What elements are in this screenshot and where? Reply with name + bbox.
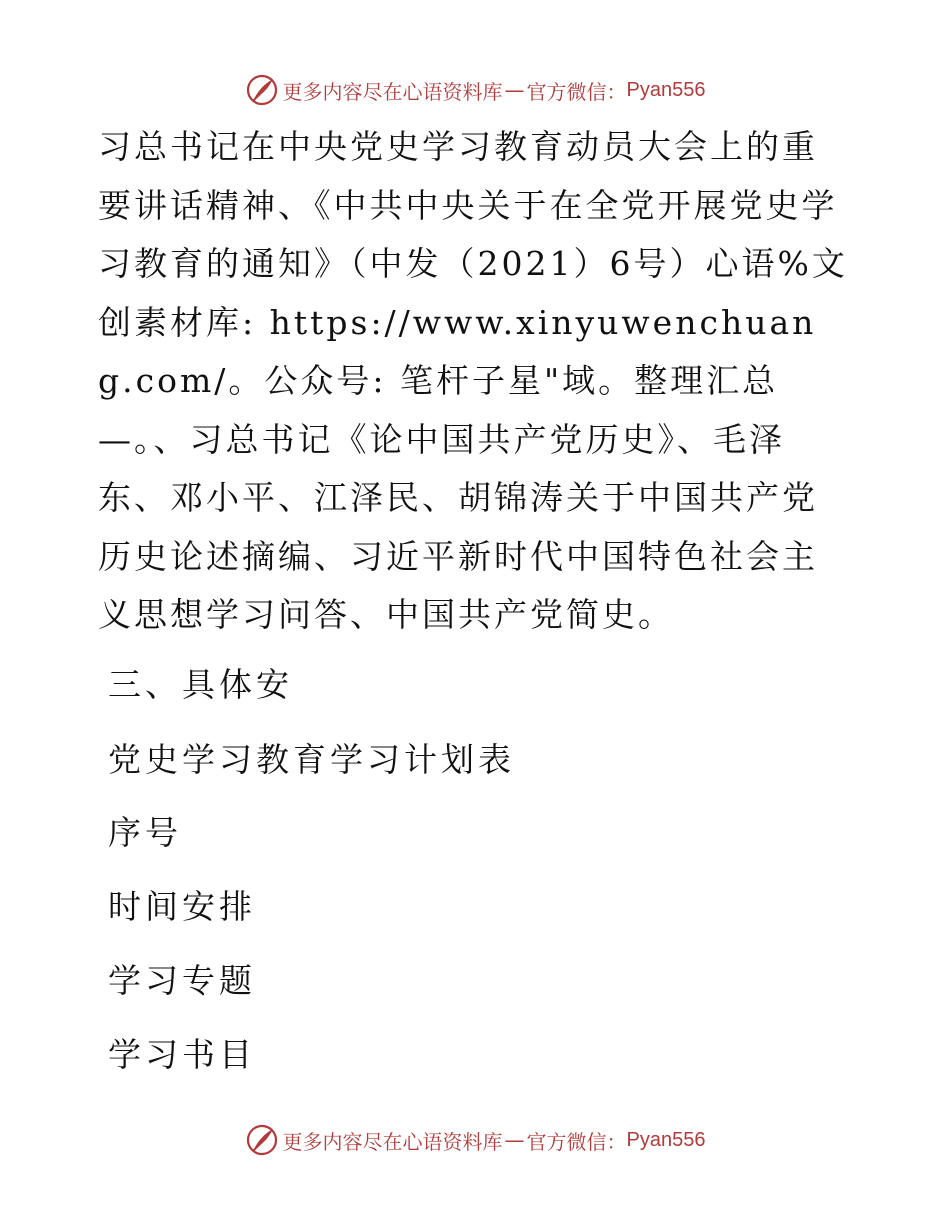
column-label-books: 学习书目 (108, 1035, 256, 1074)
watermark-dash: — (504, 78, 525, 102)
watermark-wechat-label: 官方微信： (526, 79, 627, 104)
quill-logo-icon (245, 73, 279, 107)
watermark-wechat-id: Pyan556 (626, 78, 706, 101)
main-paragraph: 习总书记在中央党史学习教育动员大会上的重要讲话精神、《中共中央关于在全党开展党史学习教育的通知》（中发（2021）6号）心语%文创素材库: https://www.xinyuwenchuang.com/。公众号: 笔杆子星"域。整理汇总—。、习总书记《论中国共产党历史》、毛泽东、邓小平、江泽民、胡锦涛关于中国共产党历史论述摘编、习近平新时代中国特色社会主义思想学习问答、中国共产党简史。 (98, 127, 848, 634)
column-label-serial: 序号 (108, 813, 182, 852)
table-title: 党史学习教育学习计划表 (108, 740, 515, 779)
watermark-site-text: 更多内容尽在心语资料库 (282, 79, 503, 104)
section-heading: 三、具体安 (108, 665, 293, 704)
header-watermark (0, 70, 950, 110)
column-label-schedule: 时间安排 (108, 887, 256, 926)
watermark-dash: — (504, 1128, 525, 1152)
quill-logo-icon (245, 1123, 279, 1157)
watermark-site-text: 更多内容尽在心语资料库 (282, 1129, 503, 1154)
watermark-wechat-id: Pyan556 (626, 1128, 706, 1151)
column-label-topic: 学习专题 (108, 961, 256, 1000)
watermark-wechat-label: 官方微信： (526, 1129, 627, 1154)
footer-watermark (0, 1120, 950, 1160)
